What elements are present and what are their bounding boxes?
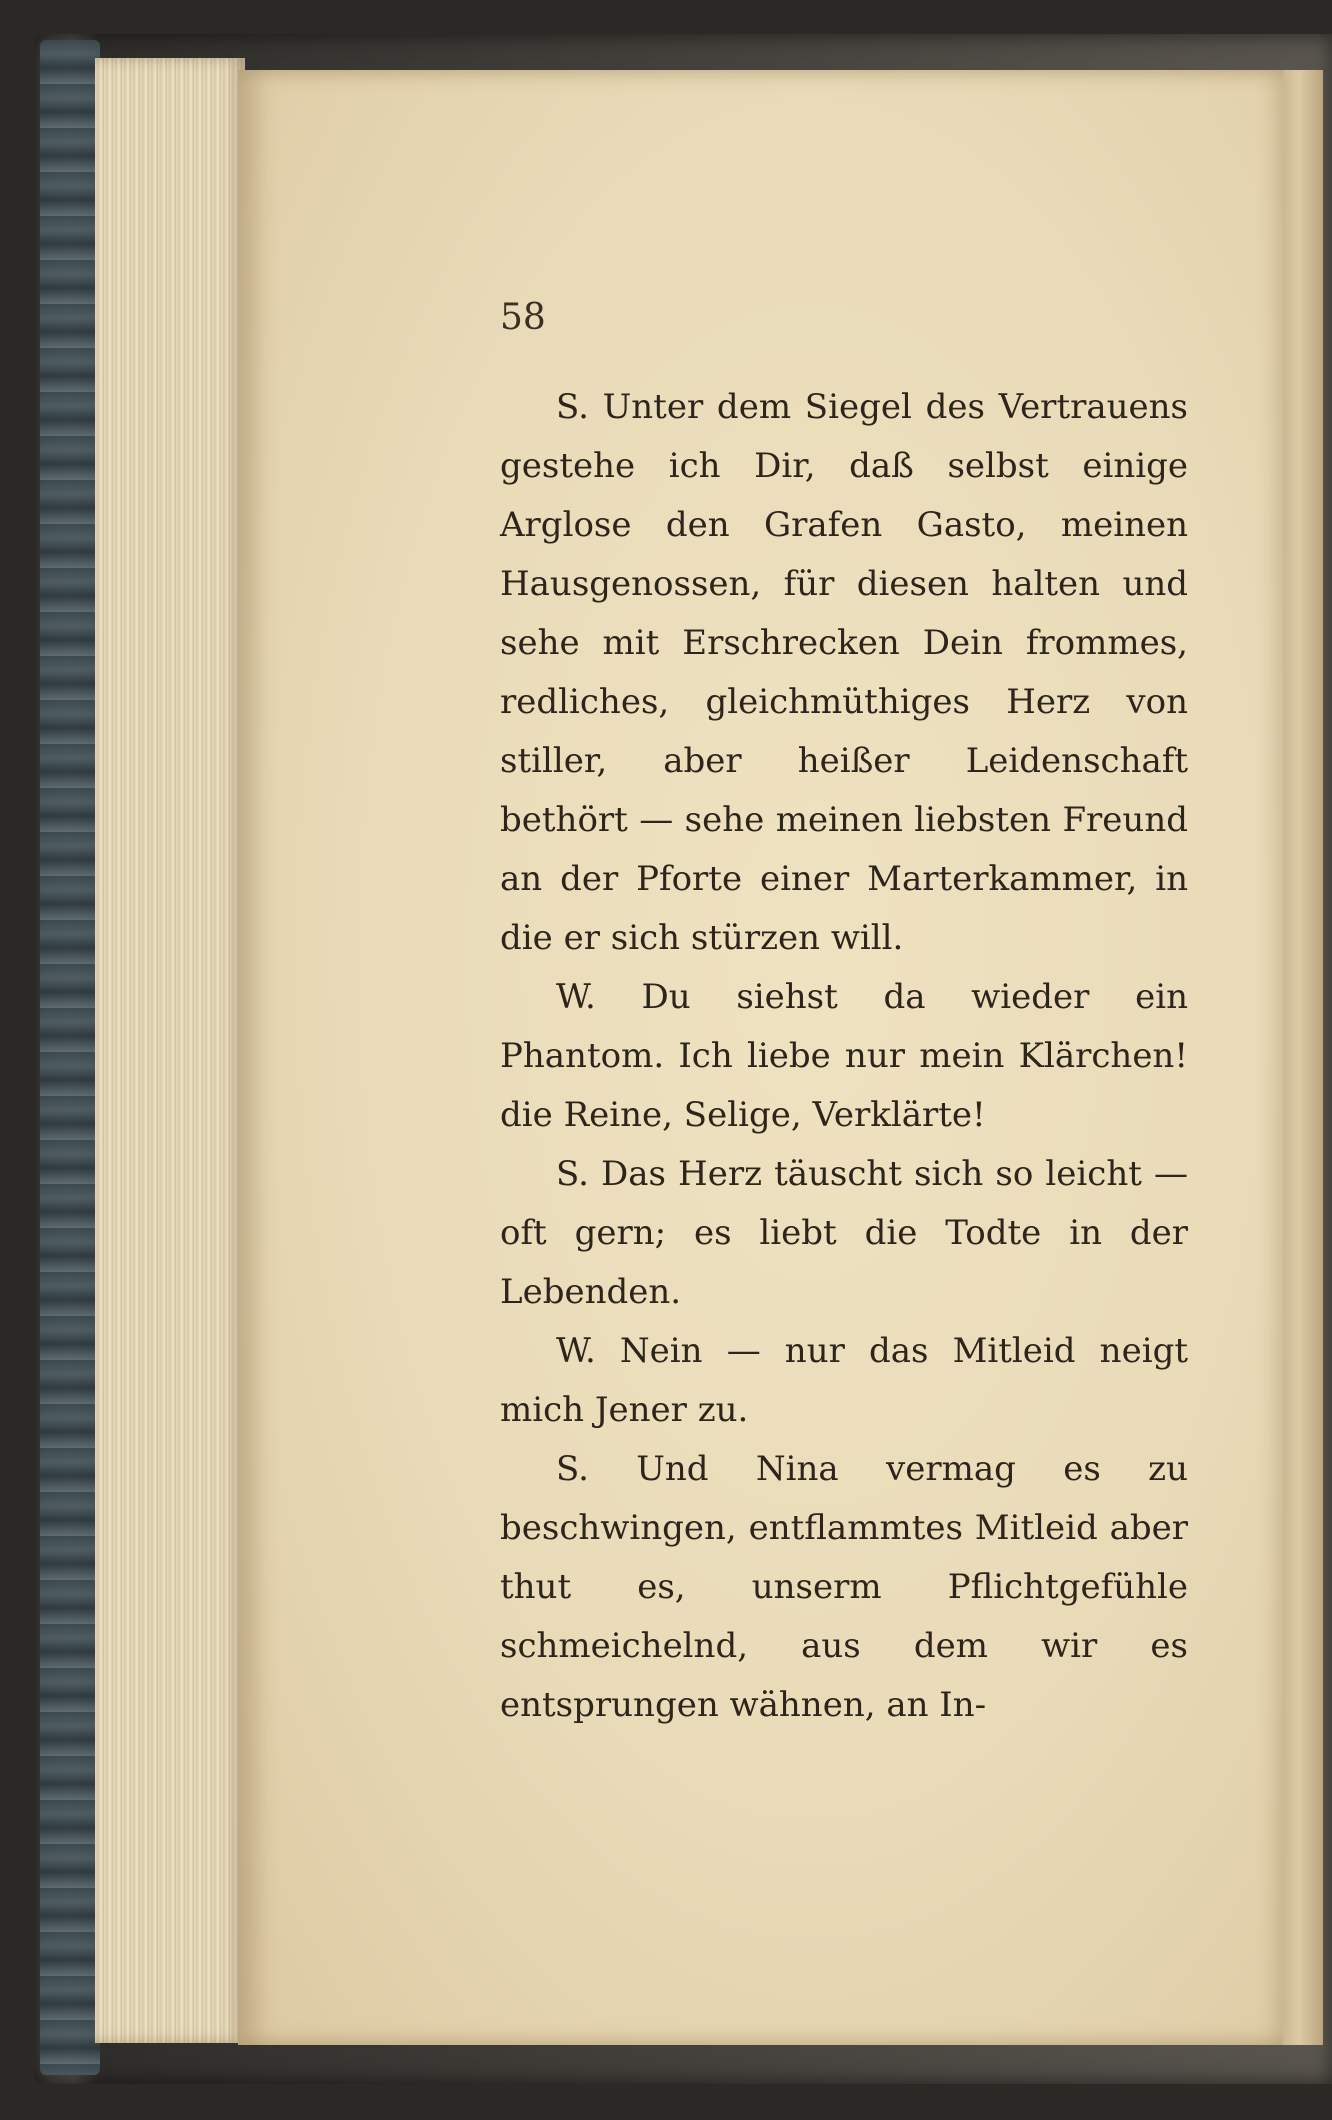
page-number: 58 bbox=[500, 297, 546, 338]
paragraph: S. Das Herz täuscht sich so leicht — oft gern; es liebt die Todte in der Lebenden. bbox=[500, 1154, 1188, 1312]
paragraph: S. Unter dem Siegel des Vertrauens gestehe ich Dir, daß selbst einige Arglose den Grafen Gasto, meinen Hausgenossen, für diesen halten und sehe mit Erschrecken Dein frommes, redliches, gleichmüthiges Herz von stiller, aber heißer Leidenschaft bethört — sehe meinen liebsten Freund an der Pforte einer Marterkammer, in die er sich stürzen will. bbox=[500, 387, 1188, 958]
paragraph: W. Nein — nur das Mitleid neigt mich Jener zu. bbox=[500, 1331, 1188, 1430]
paragraph: S. Und Nina vermag es zu beschwingen, entflammtes Mitleid aber thut es, unserm Pflichtgefühle schmeichelnd, aus dem wir es entsprungen wähnen, an In- bbox=[500, 1449, 1188, 1725]
paragraph: W. Du siehst da wieder ein Phantom. Ich liebe nur mein Klärchen! die Reine, Selige, Verklärte! bbox=[500, 977, 1188, 1135]
page-text bbox=[500, 378, 1188, 1735]
stacked-page-edges bbox=[95, 58, 245, 2043]
marbled-spine bbox=[40, 40, 100, 2075]
right-page-edge bbox=[1283, 70, 1323, 2045]
